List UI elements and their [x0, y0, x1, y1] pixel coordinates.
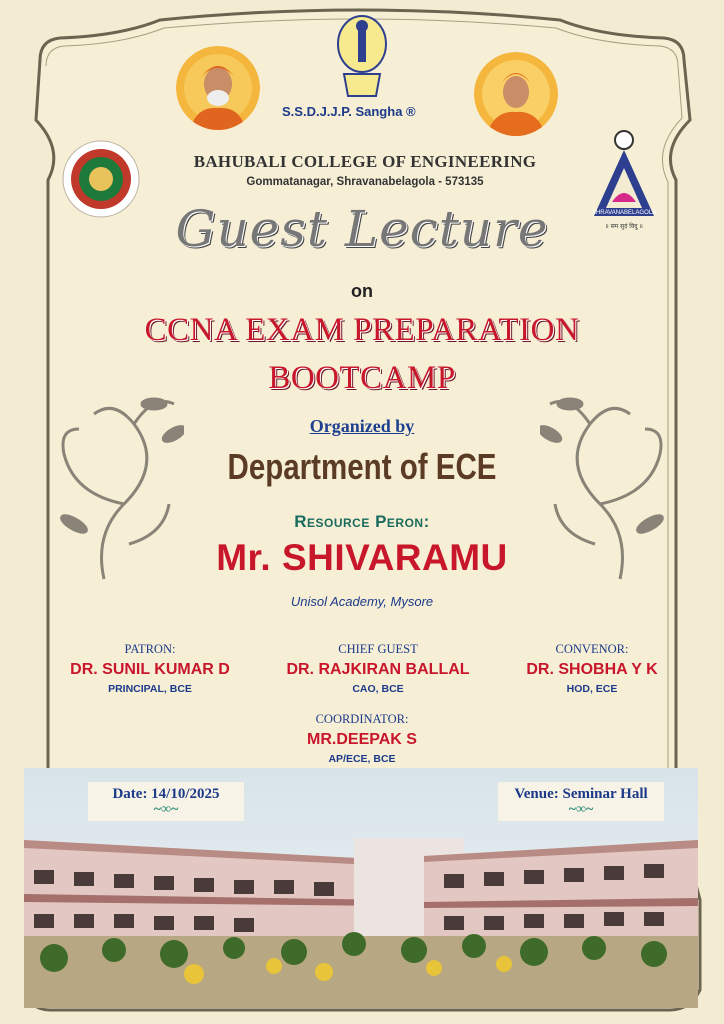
date-tag [88, 782, 244, 821]
swirl-ornament-icon: ~∞~ [153, 802, 179, 817]
college-name: BAHUBALI COLLEGE OF ENGINEERING [193, 152, 537, 171]
patron-designation: PRINCIPAL, BCE [108, 683, 192, 695]
coordinator-label: COORDINATOR: [315, 712, 409, 726]
resource-person-organization: Unisol Academy, Mysore [290, 594, 434, 609]
emblem-statue-icon [336, 14, 388, 100]
swirl-ornament-icon: ~∞~ [568, 802, 594, 817]
convenor-designation: HOD, ECE [566, 683, 618, 695]
college-address: Gommatanagar, Shravanabelagola - 573135 [246, 176, 484, 188]
coordinator-name: MR.DEEPAK S [307, 731, 417, 748]
seal-text: SHRAVANABELAGOLA [592, 210, 656, 216]
resource-person-name: Mr. SHIVARAMU [216, 537, 508, 578]
convenor-label: CONVENOR: [555, 642, 629, 656]
left-portrait [176, 46, 260, 130]
chief-guest-block [268, 642, 488, 695]
sangha-name: S.S.D.J.J.P. Sangha ® [282, 104, 416, 119]
organized-by-label: Organized by [309, 416, 415, 436]
topic-line-1: CCNA EXAM PREPARATION [144, 312, 580, 348]
department-name: Department of ECE [227, 446, 497, 487]
chief-guest-designation: CAO, BCE [352, 683, 404, 695]
convenor-name: DR. SHOBHA Y K [526, 661, 658, 678]
venue-tag [498, 782, 664, 821]
resource-person-label: Resource Peron: [294, 512, 430, 531]
on-label: on [351, 281, 373, 301]
chief-guest-name: DR. RAJKIRAN BALLAL [286, 661, 470, 678]
right-portrait [474, 52, 558, 136]
patron-block [40, 642, 260, 695]
convenor-block [482, 642, 702, 695]
coordinator-block [252, 712, 472, 765]
seal-motto: ॥ सम सुदं विदु ॥ [605, 223, 643, 230]
patron-name: DR. SUNIL KUMAR D [70, 661, 230, 678]
event-title: Guest Lecture [175, 200, 549, 258]
coordinator-designation: AP/ECE, BCE [328, 753, 396, 765]
event-venue: Venue: Seminar Hall [514, 786, 648, 802]
event-date: Date: 14/10/2025 [112, 786, 220, 802]
topic-line-2: BOOTCAMP [268, 360, 456, 396]
chief-guest-label: CHIEF GUEST [338, 642, 418, 656]
patron-label: PATRON: [124, 642, 176, 656]
